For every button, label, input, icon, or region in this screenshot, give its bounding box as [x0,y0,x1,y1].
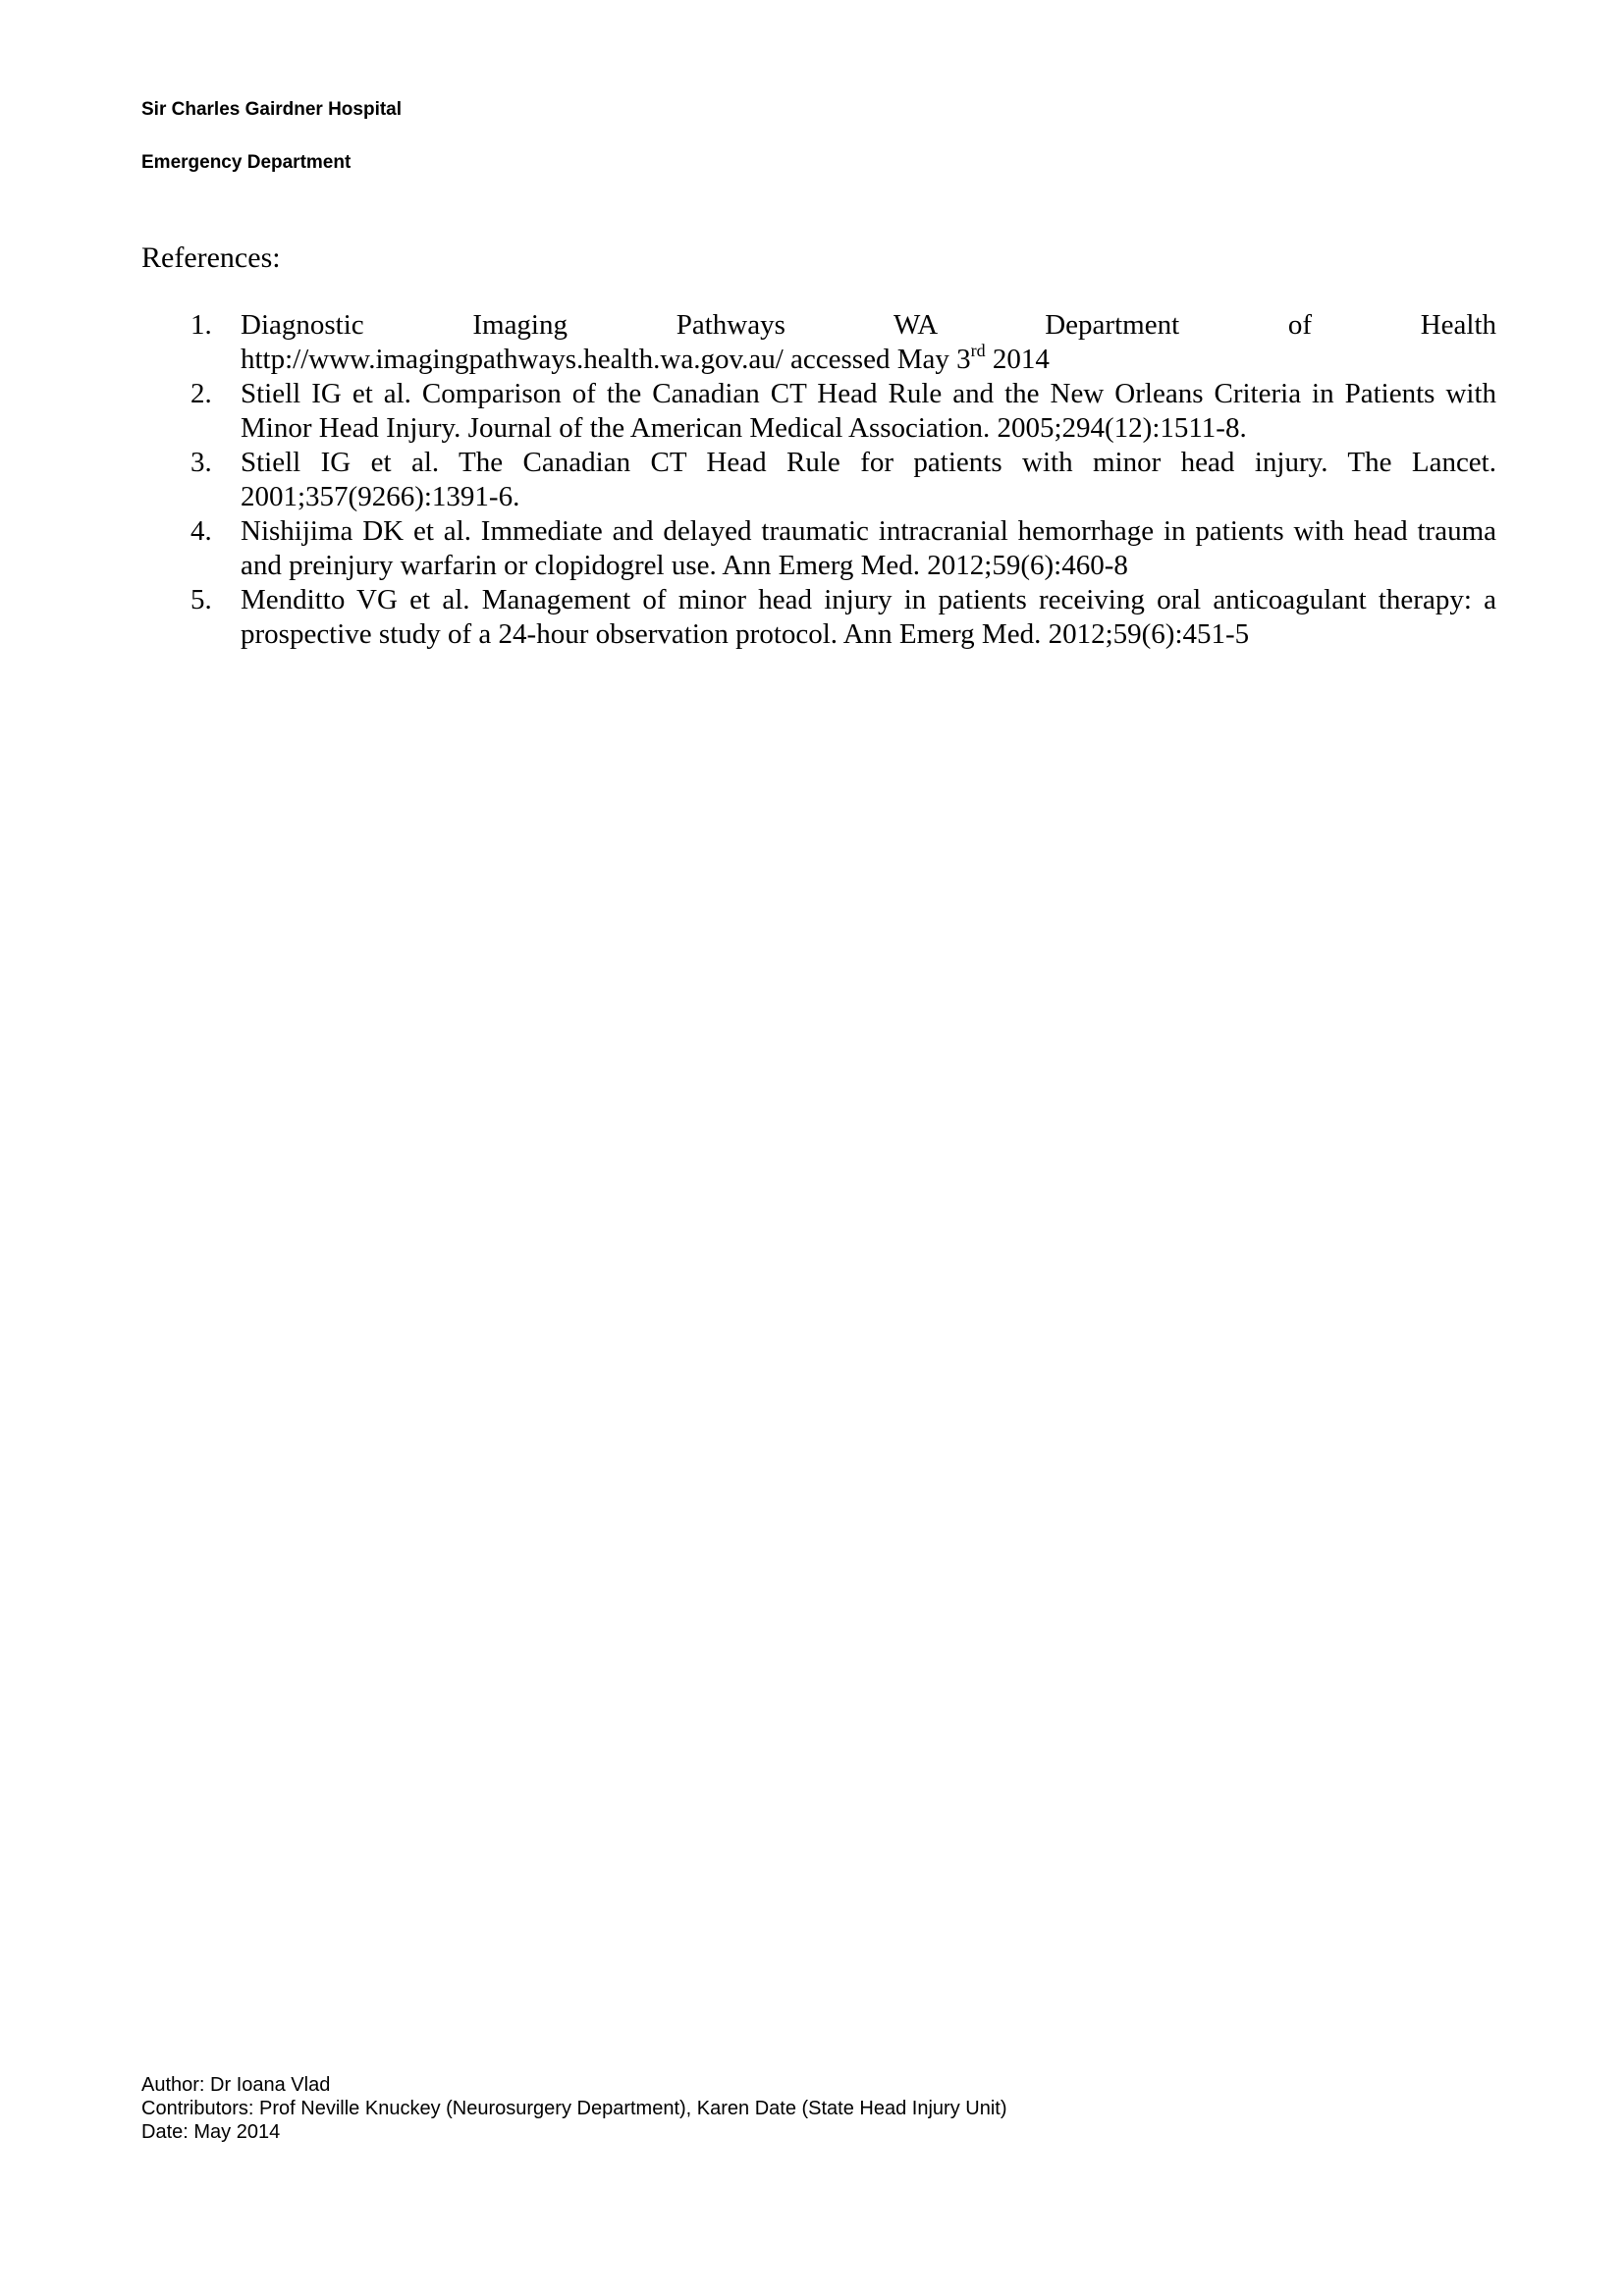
reference-item-5 [141,583,1496,652]
reference-text: Nishijima DK et al. Immediate and delayed traumatic intracranial hemorrhage in patients with head trauma and preinjury warfarin or clopidogrel use. Ann Emerg Med. 2012;59(6):460-8 [241,515,1496,581]
reference-number: 5. [190,584,212,615]
footer-date: Date: May 2014 [141,2121,281,2143]
reference-item-2 [141,377,1496,446]
reference-text: Stiell IG et al. The Canadian CT Head Rule for patients with minor head injury. The Lancet. 2001;357(9266):1391-6. [241,447,1496,512]
reference-number: 2. [190,378,212,409]
footer-author: Author: Dr Ioana Vlad [141,2074,331,2096]
references-heading: References: [141,241,281,274]
department-name: Emergency Department [141,152,352,173]
reference-number: 1. [190,309,212,341]
document-footer [141,2073,1006,2144]
reference-number: 3. [190,447,212,478]
reference-text-line1: Diagnostic Imaging Pathways WA Department of Health [241,309,1496,341]
reference-item-1 [141,308,1496,377]
reference-number: 4. [190,515,212,547]
reference-text: Stiell IG et al. Comparison of the Canadian CT Head Rule and the New Orleans Criteria in Patients with Minor Head Injury. Journal of the American Medical Association. 2005;294(12):1511-8. [241,378,1496,444]
footer-contributors: Contributors: Prof Neville Knuckey (Neurosurgery Department), Karen Date (State Head Injury Unit) [141,2098,1007,2119]
reference-year: 2014 [985,344,1050,375]
hospital-name: Sir Charles Gairdner Hospital [141,99,403,120]
ordinal-suffix: rd [970,341,986,360]
reference-item-3 [141,446,1496,514]
reference-url-text: http://www.imagingpathways.health.wa.gov.au/ accessed May 3 [241,344,971,375]
reference-item-4 [141,514,1496,583]
references-list [141,308,1496,652]
reference-text: Menditto VG et al. Management of minor head injury in patients receiving oral anticoagulant therapy: a prospective study of a 24-hour observation protocol. Ann Emerg Med. 2012;59(6):451-5 [241,584,1496,650]
